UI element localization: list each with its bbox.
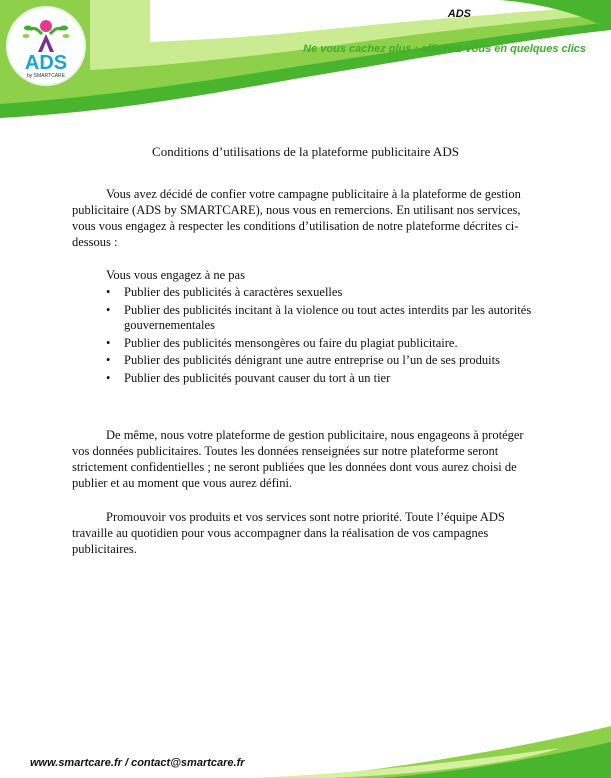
bullet-icon: •: [106, 285, 111, 299]
bullet-icon: •: [106, 335, 111, 350]
footer-wave-decoration: [0, 718, 611, 778]
data-protection-paragraph: De même, nous votre plateforme de gestion publicitaire, nous engageons à protéger vos données publicitaires. Toutes les données renseignées sur notre plateforme seront strictement confidentielles ; ne seront publiées que les données dont vous aurez choisi de publier et au moment que vous aurez défini.: [72, 428, 524, 490]
header-wave-decoration: [0, 0, 611, 125]
bullet-icon: •: [106, 302, 111, 317]
footer-contact: www.smartcare.fr / contact@smartcare.fr: [30, 757, 245, 769]
list-item: • Publier des publicités incitant à la violence ou tout actes interdits par les autorités gouvernementales: [106, 302, 532, 332]
document-title: Conditions d’utilisations de la plateforme publicitaire ADS: [152, 144, 459, 159]
list-item: • Publier des publicités mensongères ou faire du plagiat publicitaire.: [106, 335, 458, 350]
header-brand: ADS: [447, 8, 471, 20]
closing-paragraph: Promouvoir vos produits et vos services sont notre priorité. Toute l’équipe ADS travaille au quotidien pour vous accompagner dans la réalisation de vos campagnes publicitaires.: [72, 510, 505, 556]
bullet-icon: •: [106, 353, 111, 367]
header-slogan: Ne vous cachez plus : affichez-vous en quelques clics: [303, 43, 586, 55]
intro-paragraph: Vous avez décidé de confier votre campagne publicitaire à la plateforme de gestion publicitaire (ADS by SMARTCARE), nous vous en remercions. En utilisant nos services, vous vous engagez à respecter les conditions d’utilisation de notre plateforme décrites ci-dessous :: [72, 187, 521, 249]
logo-subtitle: by SMARTCARE: [27, 73, 65, 79]
list-item: • Publier des publicités pouvant causer du tort à un tier: [106, 370, 391, 385]
list-item: • Publier des publicités dénigrant une autre entreprise ou l’un de ses produits: [106, 353, 500, 367]
ads-logo: [8, 8, 84, 84]
bullet-icon: •: [106, 370, 111, 385]
list-intro: Vous vous engagez à ne pas: [106, 268, 245, 282]
logo-text: ADS: [24, 52, 68, 74]
list-item: • Publier des publicités à caractères sexuelles: [106, 285, 343, 299]
rules-list: [106, 285, 536, 388]
